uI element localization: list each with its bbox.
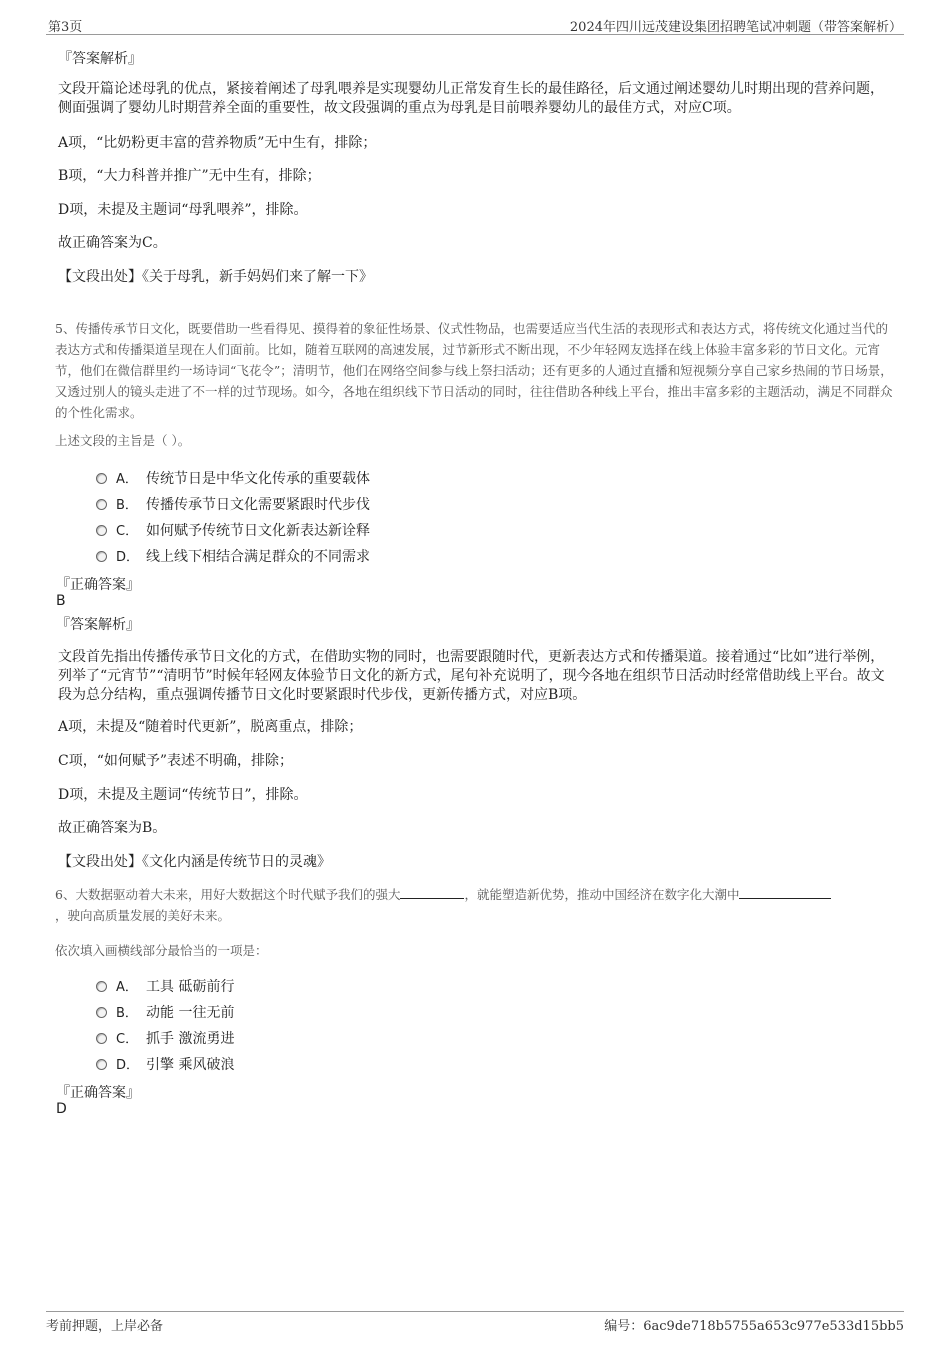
answer-label: 『正确答案』 xyxy=(56,577,140,593)
analysis-line: C项，“如何赋予”表述不明确，排除； xyxy=(58,753,294,769)
radio-button[interactable] xyxy=(96,1007,107,1018)
option-d[interactable]: D． 引擎 乘风破浪 xyxy=(96,1054,234,1074)
analysis-text: 文段首先指出传播传承节日文化的方式，在借助实物的同时，也需要跟随时代，更新表达方式和传播渠道。接着通过“比如”进行举例，列举了“元宵节”“清明节”时候年轻网友体验节日文化的新方式，尾句补充说明了，现今各地在组织节日活动时经常借助线上平台。故文段为总分结构，重点强调传播节日文化时要紧跟时代步伐，更新传播方式，对应B项。 xyxy=(58,649,885,703)
page-footer xyxy=(46,1311,904,1338)
footer-slogan: 考前押题，上岸必备 xyxy=(46,1319,164,1334)
correct-answer: B xyxy=(56,593,66,609)
analysis-conclusion: 故正确答案为C。 xyxy=(58,235,167,251)
fill-blank-1 xyxy=(400,886,464,899)
page-header xyxy=(46,14,904,35)
radio-button[interactable] xyxy=(96,499,107,510)
option-c[interactable]: C． 抓手 激流勇进 xyxy=(96,1028,234,1048)
option-d[interactable]: D． 线上线下相结合满足群众的不同需求 xyxy=(96,546,370,566)
analysis-line: D项，未提及主题词“传统节日”，排除。 xyxy=(58,787,308,803)
radio-button[interactable] xyxy=(96,525,107,536)
radio-button[interactable] xyxy=(96,981,107,992)
question-stem: 5、传播传承节日文化，既要借助一些看得见、摸得着的象征性场景、仪式性物品，也需要适应当代生活的表现形式和表达方式，将传统文化通过当代的表达方式和传播渠道呈现在人们面前。比如，随着互联网的高速发展，过节新形式不断出现，不少年轻网友选择在线上体验丰富多彩的节日文化。元宵节，他们在微信群里约一场诗词“飞花令”；清明节，他们在网络空间参与线上祭扫活动；还有更多的人通过直播和短视频分享自己家乡热闹的节日场景，又透过别人的镜头走进了不一样的过节现场。如今，各地在组织线下节日活动的同时，往往借助各种线上平台，推出丰富多彩的主题活动，满足不同群众的个性化需求。 xyxy=(55,321,893,420)
analysis-label: 『答案解析』 xyxy=(56,617,140,633)
radio-button[interactable] xyxy=(96,1059,107,1070)
page-number: 第3页 xyxy=(48,20,83,35)
correct-answer: D xyxy=(56,1101,67,1117)
option-b[interactable]: B． 传播传承节日文化需要紧跟时代步伐 xyxy=(96,494,370,514)
document-title: 2024年四川远茂建设集团招聘笔试冲刺题（带答案解析） xyxy=(569,20,902,35)
radio-button[interactable] xyxy=(96,551,107,562)
question-prompt: 上述文段的主旨是（ ）。 xyxy=(55,433,191,448)
analysis-label: 『答案解析』 xyxy=(58,51,142,67)
document-code: 编号：6ac9de718b5755a653c977e533d15bb5 xyxy=(604,1319,904,1334)
option-b[interactable]: B． 动能 一往无前 xyxy=(96,1002,234,1022)
analysis-line: A项，“比奶粉更丰富的营养物质”无中生有，排除； xyxy=(58,135,377,151)
question-prompt: 依次填入画横线部分最恰当的一项是： xyxy=(55,943,268,958)
question-stem: 6、大数据驱动着大未来，用好大数据这个时代赋予我们的强大 ，就能塑造新优势，推动中国经济在数字化大潮中 ，驶向高质量发展的美好未来。 xyxy=(55,884,895,926)
radio-button[interactable] xyxy=(96,473,107,484)
answer-label: 『正确答案』 xyxy=(56,1085,140,1101)
analysis-text: 文段开篇论述母乳的优点，紧接着阐述了母乳喂养是实现婴幼儿正常发育生长的最佳路径，后文通过阐述婴幼儿时期出现的营养问题，侧面强调了婴幼儿时期营养全面的重要性，故文段强调的重点为母乳是目前喂养婴幼儿的最佳方式，对应C项。 xyxy=(58,81,884,116)
source-citation: 【文段出处】《文化内涵是传统节日的灵魂》 xyxy=(58,854,331,870)
source-citation: 【文段出处】《关于母乳，新手妈妈们来了解一下》 xyxy=(58,269,373,285)
analysis-line: B项，“大力科普并推广”无中生有，排除； xyxy=(58,168,321,184)
radio-button[interactable] xyxy=(96,1033,107,1044)
fill-blank-2 xyxy=(739,886,831,899)
analysis-line: A项，未提及“随着时代更新”，脱离重点，排除； xyxy=(58,719,363,735)
option-a[interactable]: A． 传统节日是中华文化传承的重要载体 xyxy=(96,468,370,488)
analysis-conclusion: 故正确答案为B。 xyxy=(58,820,167,836)
option-c[interactable]: C． 如何赋予传统节日文化新表达新诠释 xyxy=(96,520,370,540)
analysis-line: D项，未提及主题词“母乳喂养”，排除。 xyxy=(58,202,308,218)
option-a[interactable]: A． 工具 砥砺前行 xyxy=(96,976,234,996)
